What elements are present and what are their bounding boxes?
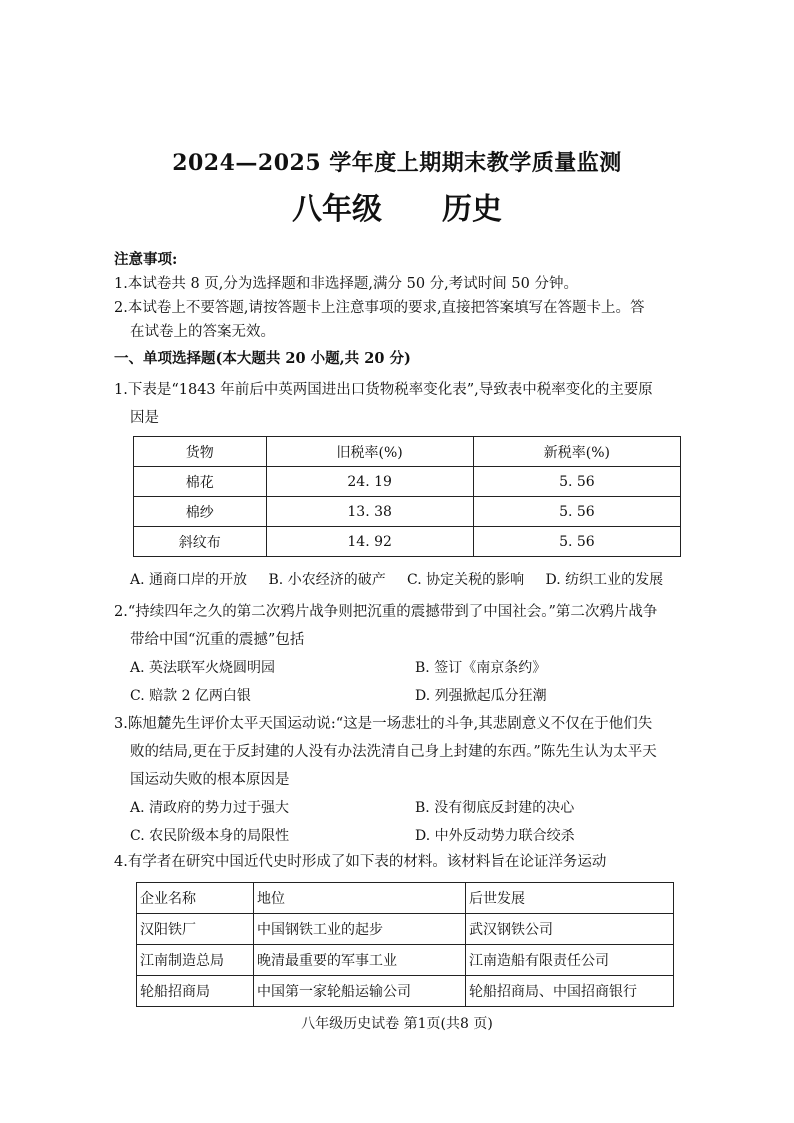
question-1-options [114, 568, 684, 592]
table-header-row [134, 437, 681, 467]
question-3 [114, 710, 684, 850]
q2-line1: 2.“持续四年之久的第二次鸦片战争则把沉重的震撼带到了中国社会。”第二次鸦片战争 [114, 604, 658, 620]
options-row [114, 654, 684, 682]
table-cell: 5. 56 [473, 527, 680, 557]
table-cell: 武汉钢铁公司 [466, 914, 674, 945]
option-d[interactable]: D. 列强掀起瓜分狂潮 [415, 688, 547, 704]
q4-line1: 4.有学者在研究中国近代史时形成了如下表的材料。该材料旨在论证洋务运动 [114, 854, 607, 870]
option-a[interactable]: A. 清政府的势力过于强大 [130, 800, 290, 816]
table-row [137, 945, 674, 976]
notice-heading: 注意事项: [114, 251, 178, 268]
option-b[interactable]: B. 小农经济的破产 [268, 572, 386, 588]
options-row [114, 682, 684, 710]
table-cell: 24. 19 [266, 467, 473, 497]
subject-label: 历史 [442, 192, 502, 227]
table-row [134, 497, 681, 527]
table-cell: 中国钢铁工业的起步 [254, 914, 466, 945]
table-cell: 江南制造总局 [137, 945, 254, 976]
table-header-cell: 旧税率(%) [266, 437, 473, 467]
notice-item-2-line2: 在试卷上的答案无效。 [130, 324, 275, 340]
grade-label: 八年级 [292, 192, 382, 227]
table-header-cell: 企业名称 [137, 883, 254, 914]
notice-item-2-line1: 2.本试卷上不要答题,请按答题卡上注意事项的要求,直接把答案填写在答题卡上。答 [114, 300, 645, 316]
table-header-cell: 新税率(%) [473, 437, 680, 467]
section-1-heading: 一、单项选择题(本大题共 20 小题,共 20 分) [114, 350, 411, 367]
option-c[interactable]: C. 协定关税的影响 [407, 572, 525, 588]
option-b[interactable]: B. 没有彻底反封建的决心 [415, 800, 575, 816]
table-cell: 中国第一家轮船运输公司 [254, 976, 466, 1007]
q2-line2: 带给中国“沉重的震撼”包括 [130, 632, 305, 648]
notice-block [114, 248, 684, 344]
notice-item-1: 1.本试卷共 8 页,分为选择题和非选择题,满分 50 分,考试时间 50 分钟。 [114, 276, 578, 292]
table-header-cell: 货物 [134, 437, 267, 467]
section-heading [114, 347, 684, 371]
q3-line2: 败的结局,更在于反封建的人没有办法洗清自己身上封建的东西。”陈先生认为太平天 [130, 744, 657, 760]
q1-line1: 1.下表是“1843 年前后中英两国进出口货物税率变化表”,导致表中税率变化的主要原 [114, 382, 653, 398]
question-2 [114, 598, 684, 710]
option-d[interactable]: D. 中外反动势力联合绞杀 [415, 828, 575, 844]
options-row [114, 822, 684, 850]
table-row [137, 914, 674, 945]
option-d[interactable]: D. 纺织工业的发展 [545, 572, 664, 588]
option-c[interactable]: C. 农民阶级本身的局限性 [130, 828, 290, 844]
table-cell: 轮船招商局 [137, 976, 254, 1007]
table-header-row [137, 883, 674, 914]
table-cell: 棉纱 [134, 497, 267, 527]
table-cell: 5. 56 [473, 497, 680, 527]
table-row [137, 976, 674, 1007]
table-cell: 14. 92 [266, 527, 473, 557]
tariff-table [133, 436, 681, 557]
option-a[interactable]: A. 通商口岸的开放 [130, 572, 248, 588]
option-b[interactable]: B. 签订《南京条约》 [415, 660, 547, 676]
table-row [134, 467, 681, 497]
q3-line3: 国运动失败的根本原因是 [130, 772, 290, 788]
table-cell: 江南造船有限责任公司 [466, 945, 674, 976]
table-cell: 轮船招商局、中国招商银行 [466, 976, 674, 1007]
table-header-cell: 后世发展 [466, 883, 674, 914]
enterprise-table [136, 882, 674, 1007]
grade-subject-title [0, 184, 794, 228]
q1-line2: 因是 [130, 410, 159, 426]
exam-title: 2024—2025 学年度上期期末教学质量监测 [172, 150, 622, 176]
option-c[interactable]: C. 赔款 2 亿两白银 [130, 688, 251, 704]
options-row [114, 794, 684, 822]
question-1-stem [114, 378, 684, 430]
table-cell: 13. 38 [266, 497, 473, 527]
options-row [114, 568, 684, 592]
option-a[interactable]: A. 英法联军火烧圆明园 [130, 660, 276, 676]
table-cell: 斜纹布 [134, 527, 267, 557]
table-row [134, 527, 681, 557]
table-header-cell: 地位 [254, 883, 466, 914]
table-cell: 晚清最重要的军事工业 [254, 945, 466, 976]
table-cell: 棉花 [134, 467, 267, 497]
table-cell: 汉阳铁厂 [137, 914, 254, 945]
question-4-stem [114, 850, 684, 874]
page-footer: 八年级历史试卷 第1页(共8 页) [301, 1016, 493, 1032]
q3-line1: 3.陈旭麓先生评价太平天国运动说:“这是一场悲壮的斗争,其悲剧意义不仅在于他们失 [114, 716, 653, 732]
table-cell: 5. 56 [473, 467, 680, 497]
